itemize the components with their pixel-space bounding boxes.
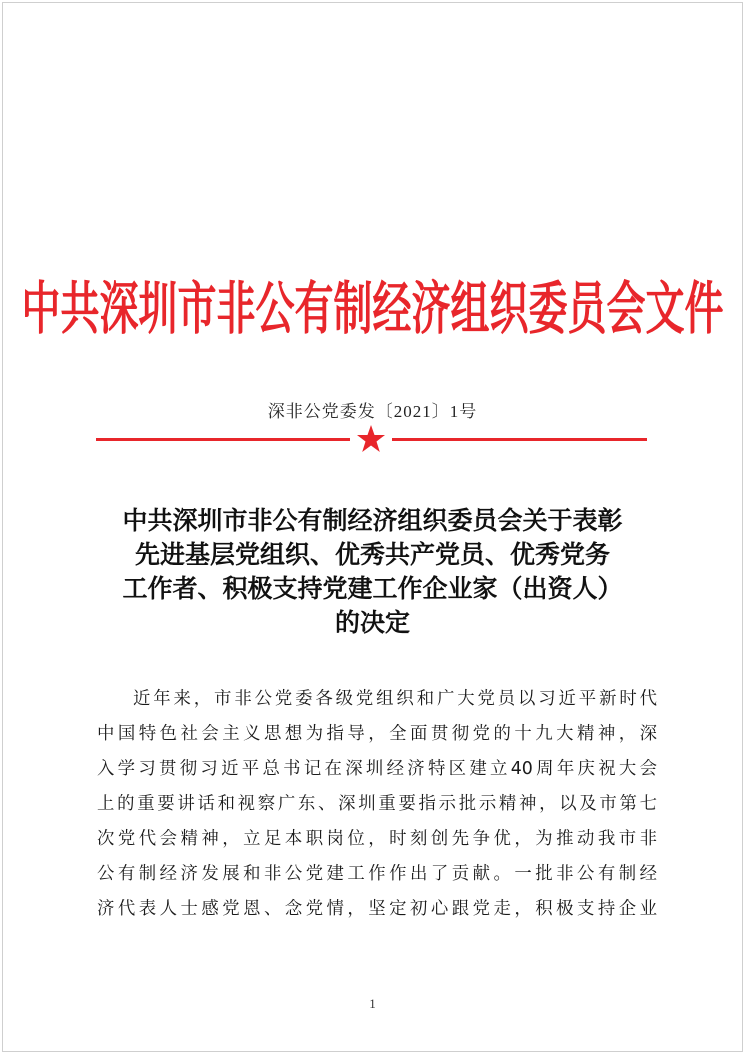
- body-paragraph: [97, 682, 657, 927]
- separator-line-left: [96, 438, 350, 441]
- title-line: 工作者、积极支持党建工作企业家（出资人）: [122, 574, 623, 603]
- star-icon: [356, 424, 386, 454]
- body-line: 入学习贯彻习近平总书记在深圳经济特区建立40周年庆祝大会: [97, 759, 657, 779]
- body-line: 近年来，市非公党委各级党组织和广大党员以习近平新时代: [133, 689, 657, 709]
- title-line: 的决定: [334, 608, 410, 637]
- decision-title: [60, 504, 685, 640]
- body-line: 上的重要讲话和视察广东、深圳重要指示批示精神，以及市第七: [97, 794, 657, 814]
- title-line: 中共深圳市非公有制经济组织委员会关于表彰: [122, 506, 623, 535]
- body-line: 济代表人士感党恩、念党情，坚定初心跟党走，积极支持企业: [97, 899, 657, 919]
- page-number: 1: [369, 996, 376, 1011]
- body-line: 次党代会精神，立足本职岗位，时刻创先争优，为推动我市非: [97, 829, 657, 849]
- body-line: 中国特色社会主义思想为指导，全面贯彻党的十九大精神，深: [97, 724, 657, 744]
- masthead-title: 中共深圳市非公有制经济组织委员会文件: [21, 275, 724, 343]
- document-number: 深非公党委发〔2021〕1号: [267, 402, 478, 421]
- separator-line-right: [392, 438, 647, 441]
- title-line: 先进基层党组织、优秀共产党员、优秀党务: [134, 540, 610, 569]
- body-line: 公有制经济发展和非公党建工作作出了贡献。一批非公有制经: [97, 864, 657, 884]
